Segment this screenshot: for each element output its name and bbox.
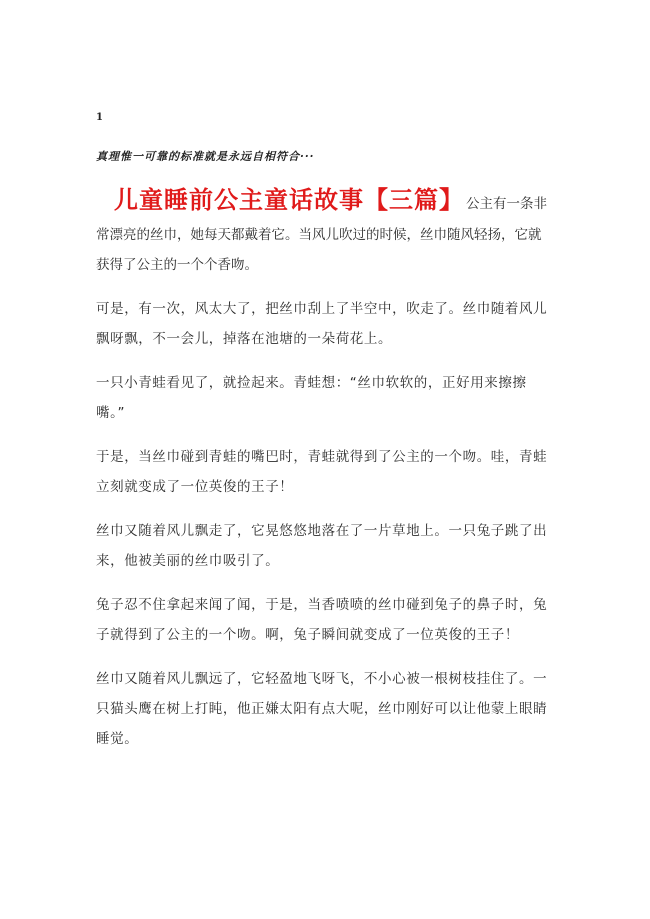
page-number: 1: [96, 112, 103, 123]
article-body: [96, 180, 548, 754]
paragraph-1: 公主有一条非常漂亮的丝巾，她每天都戴着它。当风儿吹过的时候，丝巾随风轻扬，它就获得了公主的一个个香吻。: [96, 196, 547, 273]
paragraph-6: 兔子忍不住拿起来闻了闻，于是，当香喷喷的丝巾碰到兔子的鼻子时，兔子就得到了公主的一个吻。啊，兔子瞬间就变成了一位英俊的王子！: [96, 597, 548, 643]
paragraph-4: 于是，当丝巾碰到青蛙的嘴巴时，青蛙就得到了公主的一个吻。哇，青蛙立刻就变成了一位英俊的王子！: [96, 449, 548, 495]
paragraph-5: 丝巾又随着风儿飘走了，它晃悠悠地落在了一片草地上。一只兔子跳了出来，他被美丽的丝巾吸引了。: [96, 523, 548, 569]
header-motto: 真理惟一可靠的标准就是永远自相符合···: [96, 150, 315, 163]
paragraph-3: 一只小青蛙看见了，就捡起来。青蛙想：“丝巾软软的，正好用来擦擦嘴。”: [96, 375, 527, 421]
first-paragraph: [96, 180, 548, 280]
paragraph-2: 可是，有一次，风太大了，把丝巾刮上了半空中，吹走了。丝巾随着风儿飘呀飘，不一会儿，掉落在池塘的一朵荷花上。: [96, 301, 548, 347]
article-title: 儿童睡前公主童话故事【三篇】: [114, 186, 464, 214]
paragraph-7: 丝巾又随着风儿飘远了，它轻盈地飞呀飞，不小心被一根树枝挂住了。一只猫头鹰在树上打盹，他正嫌太阳有点大呢，丝巾刚好可以让他蒙上眼睛睡觉。: [96, 671, 548, 747]
